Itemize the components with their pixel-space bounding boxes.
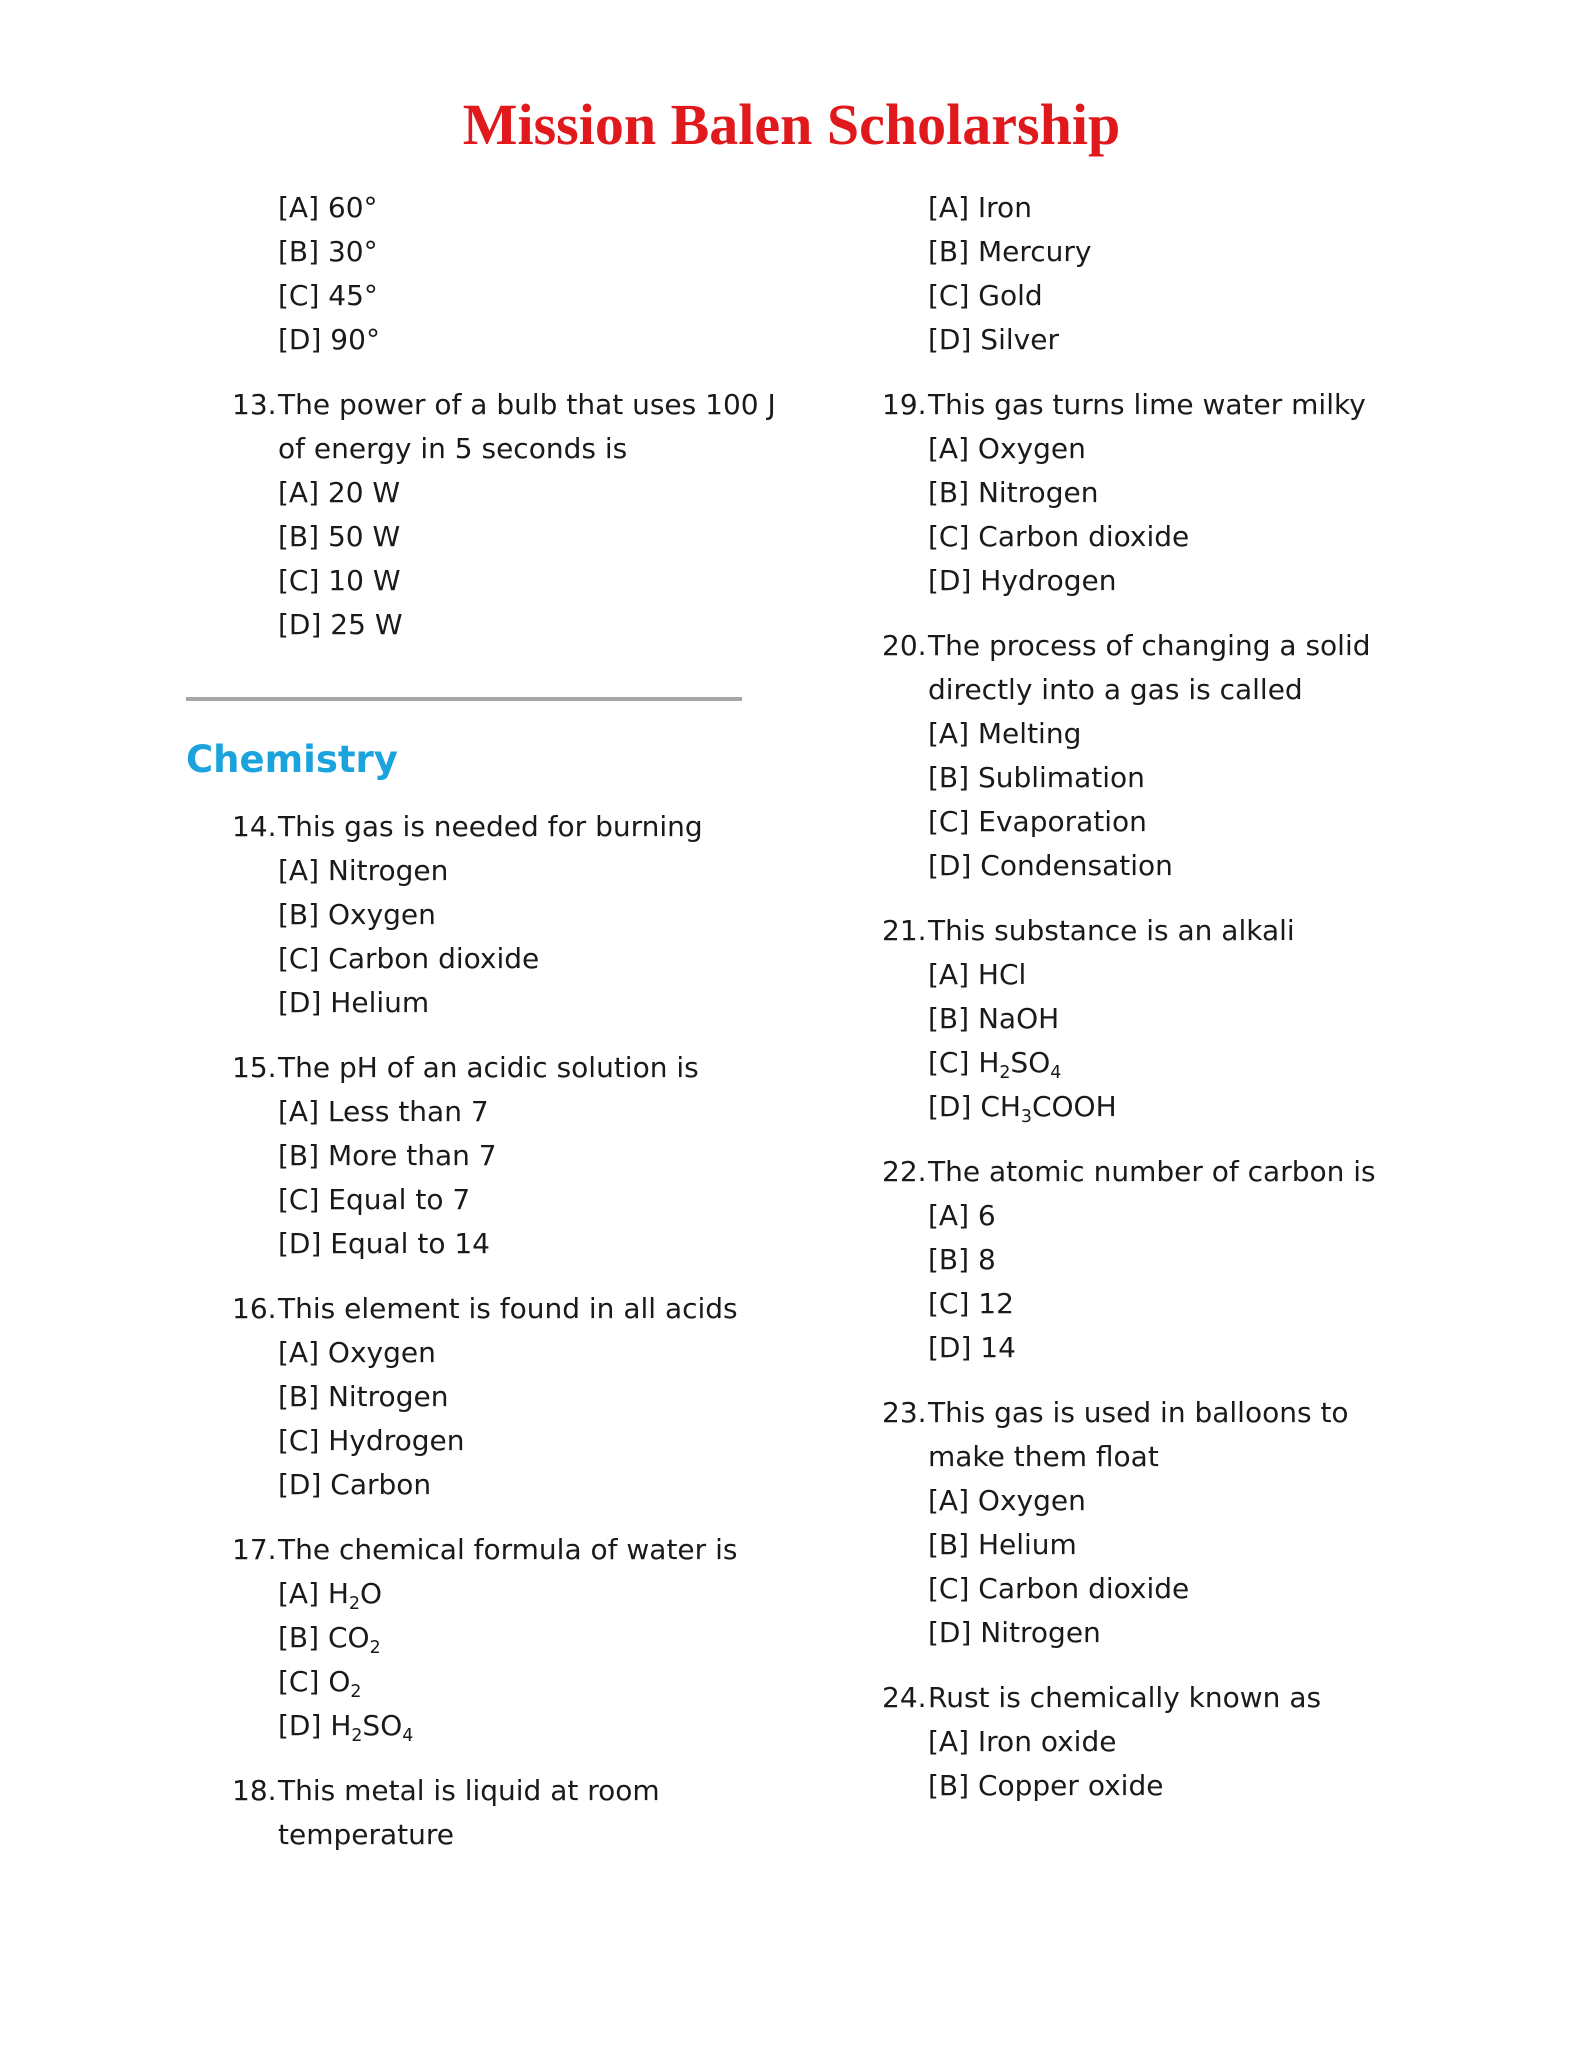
option: [C] $O_2$ xyxy=(278,1665,362,1703)
option: [C] 10 W xyxy=(278,564,401,597)
option: [A] $H_2O$ xyxy=(278,1577,383,1615)
question-text-continued: temperature xyxy=(278,1818,454,1851)
option: [B] NaOH xyxy=(928,1002,1060,1035)
question-text-continued: directly into a gas is called xyxy=(928,673,1303,706)
option: [A] Less than 7 xyxy=(278,1095,489,1128)
left-column xyxy=(186,186,776,1878)
question-number: 22. xyxy=(882,1155,927,1188)
option: [C] Carbon dioxide xyxy=(928,1572,1190,1605)
option: [C] 12 xyxy=(928,1287,1014,1320)
option: [B] 30° xyxy=(278,235,378,268)
question-text: This gas is used in balloons to xyxy=(928,1396,1349,1429)
option: [C] Carbon dioxide xyxy=(278,942,540,975)
question-14 xyxy=(232,805,752,1025)
question-24 xyxy=(882,1676,1402,1808)
question-23 xyxy=(882,1391,1402,1655)
question-text-continued: of energy in 5 seconds is xyxy=(278,432,628,465)
option: [A] Nitrogen xyxy=(278,854,449,887)
question-number: 20. xyxy=(882,629,927,662)
option: [B] Copper oxide xyxy=(928,1769,1164,1802)
question-number: 16. xyxy=(232,1292,277,1325)
option: [D] Hydrogen xyxy=(928,564,1117,597)
option: [A] HCl xyxy=(928,958,1027,991)
option: [B] 50 W xyxy=(278,520,401,553)
question-number: 13. xyxy=(232,388,277,421)
question-text: The power of a bulb that uses 100 J xyxy=(278,388,776,421)
option: [D] Helium xyxy=(278,986,430,1019)
question-number: 17. xyxy=(232,1533,277,1566)
question-text-continued: make them float xyxy=(928,1440,1159,1473)
question-13 xyxy=(232,383,776,647)
section-divider xyxy=(186,697,742,701)
option: [B] Sublimation xyxy=(928,761,1145,794)
question-text: This gas turns lime water milky xyxy=(928,388,1366,421)
question-18 xyxy=(232,1769,752,1857)
option: [A] Melting xyxy=(928,717,1082,750)
question-number: 15. xyxy=(232,1051,277,1084)
option: [C] Gold xyxy=(928,279,1043,312)
question-text: The chemical formula of water is xyxy=(278,1533,738,1566)
option: [B] Oxygen xyxy=(278,898,436,931)
question-17 xyxy=(232,1528,752,1748)
question-number: 14. xyxy=(232,810,277,843)
question-text: This metal is liquid at room xyxy=(278,1774,660,1807)
option: [B] Nitrogen xyxy=(928,476,1099,509)
option: [A] Oxygen xyxy=(928,1484,1086,1517)
option: [A] Iron xyxy=(928,191,1032,224)
section-heading-chemistry: Chemistry xyxy=(186,738,398,781)
question-15 xyxy=(232,1046,752,1266)
question-19 xyxy=(882,383,1402,603)
option: [A] Iron oxide xyxy=(928,1725,1117,1758)
option: [B] Mercury xyxy=(928,235,1092,268)
question-number: 19. xyxy=(882,388,927,421)
option: [B] 8 xyxy=(928,1243,996,1276)
question-text: The process of changing a solid xyxy=(928,629,1371,662)
question-text: Rust is chemically known as xyxy=(928,1681,1322,1714)
option: [C] Hydrogen xyxy=(278,1424,465,1457)
option: [A] 6 xyxy=(928,1199,996,1232)
option: [D] $CH_3COOH$ xyxy=(928,1090,1117,1128)
question-text: The pH of an acidic solution is xyxy=(278,1051,699,1084)
option: [A] Oxygen xyxy=(928,432,1086,465)
option: [D] Carbon xyxy=(278,1468,432,1501)
question-text: This substance is an alkali xyxy=(928,914,1295,947)
option: [C] $H_2SO_4$ xyxy=(928,1046,1062,1084)
question-number: 24. xyxy=(882,1681,927,1714)
question-16 xyxy=(232,1287,752,1507)
option: [A] 60° xyxy=(278,191,378,224)
question-number: 21. xyxy=(882,914,927,947)
option: [D] $H_2SO_4$ xyxy=(278,1709,414,1747)
question-text: The atomic number of carbon is xyxy=(928,1155,1376,1188)
question-text: This element is found in all acids xyxy=(278,1292,738,1325)
question-number: 18. xyxy=(232,1774,277,1807)
option: [D] 25 W xyxy=(278,608,403,641)
option: [C] Equal to 7 xyxy=(278,1183,471,1216)
option: [C] Evaporation xyxy=(928,805,1147,838)
option: [A] 20 W xyxy=(278,476,401,509)
option: [D] Condensation xyxy=(928,849,1173,882)
option: [D] 14 xyxy=(928,1331,1016,1364)
question-20 xyxy=(882,624,1402,888)
option: [C] 45° xyxy=(278,279,378,312)
option: [D] Equal to 14 xyxy=(278,1227,490,1260)
option: [B] $CO_2$ xyxy=(278,1621,381,1659)
option: [C] Carbon dioxide xyxy=(928,520,1190,553)
question-21 xyxy=(882,909,1402,1129)
option: [D] Silver xyxy=(928,323,1059,356)
option: [B] Helium xyxy=(928,1528,1077,1561)
option: [D] 90° xyxy=(278,323,380,356)
option: [B] Nitrogen xyxy=(278,1380,449,1413)
right-column xyxy=(882,186,1402,1829)
carryover-options-left xyxy=(232,186,752,362)
question-text: This gas is needed for burning xyxy=(278,810,703,843)
option: [B] More than 7 xyxy=(278,1139,497,1172)
question-22 xyxy=(882,1150,1402,1370)
question-number: 23. xyxy=(882,1396,927,1429)
carryover-options-right xyxy=(882,186,1402,362)
page-title: Mission Balen Scholarship xyxy=(462,92,1121,157)
option: [D] Nitrogen xyxy=(928,1616,1101,1649)
option: [A] Oxygen xyxy=(278,1336,436,1369)
